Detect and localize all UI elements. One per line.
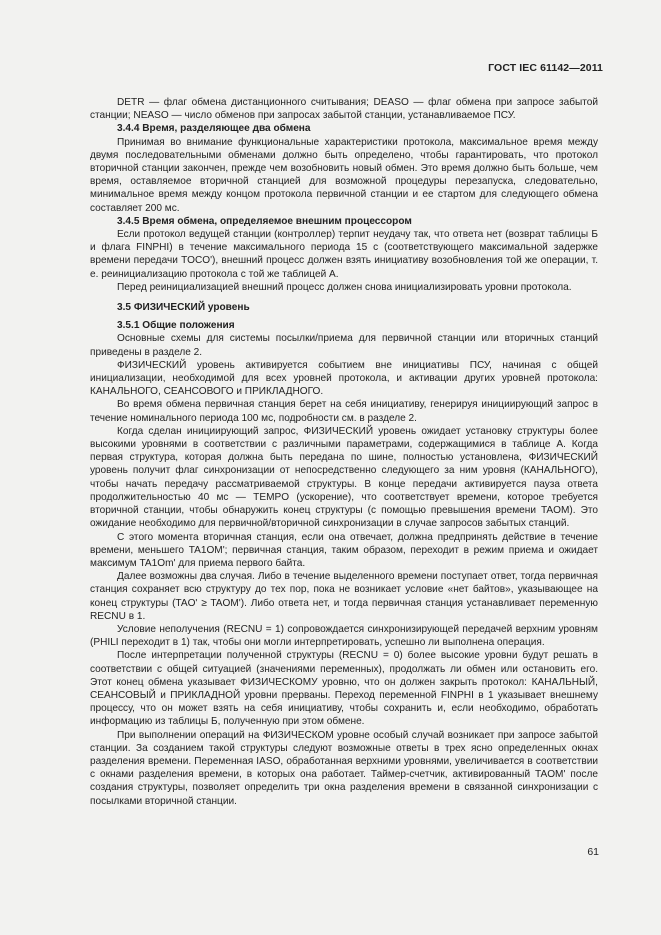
- document-header: ГОСТ IEC 61142—2011: [488, 62, 603, 74]
- paragraph: Перед реинициализацией внешний процесс должен снова инициализировать уровни протокола.: [117, 281, 572, 293]
- paragraph: С этого момента вторичная станция, если она отвечает, должна предпринять действие в течение времени, меньшего TA1OM'; первичная станция, таким образом, переходит в режим приема и ожидает максимум TA1Om' для приема первого байта.: [90, 531, 598, 569]
- section-heading: 3.4.4 Время, разделяющее два обмена: [117, 123, 311, 135]
- paragraph: При выполнении операций на ФИЗИЧЕСКОМ уровне особый случай возникает при запросе забытой станции. За созданием такой структуры следуют возможные ответы в трех ясно определенных окнах разделения времени. Переменная IASO, обработанная верхними уровнями, увеличивается в соответствии с окнами разделения времени, в которых она работает. Таймер-счетчик, активированный TAOM' после создания структуры, позволяет определить три окна разделения времени в связанной синхронизации с посылками вторичной станции.: [90, 729, 598, 807]
- paragraph: После интерпретации полученной структуры (RECNU = 0) более высокие уровни будут решать в соответствии с общей ситуацией (значениями переменных), продолжать ли обмен или остановить его. Этот конец обмена указывает ФИЗИЧЕСКОМУ уровню, что он должен закрыть протокол: КАНАЛЬНЫЙ, СЕАНСОВЫЙ и ПРИКЛАДНОЙ уровни прерваны. Переход переменной FINPHI в 1 указывает внешнему процессу, что он может взять на себя инициативу, чтобы сохранить и, если необходимо, обработать информацию из таблицы Б, полученную при этом обмене.: [90, 650, 598, 728]
- paragraph: DETR — флаг обмена дистанционного считывания; DEASO — флаг обмена при запросе забытой станции; NEASO — число обменов при запросах забытой станции, устанавливаемое ПСУ.: [90, 97, 598, 122]
- paragraph: Условие неполучения (RECNU = 1) сопровождается синхронизирующей передачей верхним уровням (PHILI переходит в 1) так, чтобы они могли интерпретировать, успешно ли выполнена операция.: [90, 623, 598, 649]
- section-heading: 3.4.5 Время обмена, определяемое внешним процессором: [117, 215, 412, 227]
- paragraph: Принимая во внимание функциональные характеристики протокола, максимальное время между двумя последовательными обменами должно быть определено, чтобы гарантировать, что протокол вторичной станции закончен, прежде чем возобновить новый обмен. Это время должно быть больше, чем время, оставляемое вторичной станцией для возможной процедуры перезапуска, следовательно, минимальное время между концом протокола первичной станции и ее стартом для следующего обмена составляет 200 мс.: [90, 136, 598, 214]
- section-heading: 3.5 ФИЗИЧЕСКИЙ уровень: [117, 302, 250, 314]
- page-number: 61: [587, 846, 599, 858]
- paragraph: Если протокол ведущей станции (контроллер) терпит неудачу так, что ответа нет (возврат таблицы Б и флага FINPHI) в течение максимального периода 15 с (соответствующего максимальной задержке времени передачи TOCO'), внешний процесс должен взять инициативу возобновления той же операции, т. е. реинициализацию протокола с той же таблицей А.: [90, 229, 598, 280]
- paragraph: Далее возможны два случая. Либо в течение выделенного времени поступает ответ, тогда первичная станция сохраняет всю структуру до тех пор, пока не возникает условие «нет байтов», указывающее на конец структуры (TAO' ≥ TAOM'). Либо ответа нет, и тогда первичная станция устанавливает переменную RECNU в 1.: [90, 571, 598, 622]
- section-heading: 3.5.1 Общие положения: [117, 320, 235, 332]
- paragraph: Когда сделан инициирующий запрос, ФИЗИЧЕСКИЙ уровень ожидает установку структуры более высокими уровнями в соответствии с различными параметрами, содержащимися в таблице А. Когда первая структура, которая должна быть передана по шине, полностью установлена, ФИЗИЧЕСКИЙ уровень получит флаг синхронизации от непосредственно следующего за ним уровня (КАНАЛЬНОГО), чтобы начать передачу рассматриваемой структуры. В конце передачи активируется пауза ответа продолжительностью 40 мс — TEMPO (ускорение), что соответствует времени, которое требуется вторичной станции, чтобы обнаружить конец структуры (с помощью превышения времени TAOM). Это ожидание необходимо для первичной/вторичной синхронизации в случае запросов забытых станций.: [90, 425, 598, 530]
- paragraph: Основные схемы для системы посылки/приема для первичной станции или вторичных станций приведены в разделе 2.: [90, 333, 598, 358]
- document-body: [90, 96, 598, 808]
- paragraph: ФИЗИЧЕСКИЙ уровень активируется событием вне инициативы ПСУ, начиная с общей инициализации, необходимой для всех уровней протокола, и активации других уровней протокола: КАНАЛЬНОГО, СЕАНСОВОГО и ПРИКЛАДНОГО.: [90, 359, 598, 398]
- paragraph: Во время обмена первичная станция берет на себя инициативу, генерируя инициирующий запрос в течение номинального периода 100 мс, подробности см. в разделе 2.: [90, 399, 598, 424]
